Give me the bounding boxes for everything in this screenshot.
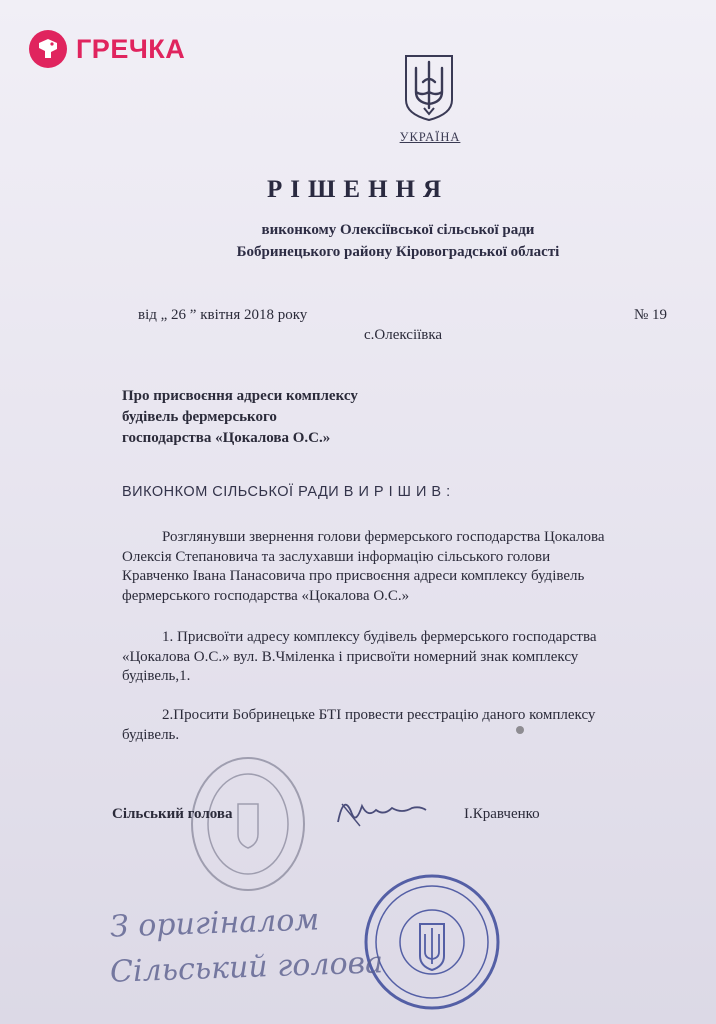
tryzub-icon bbox=[402, 52, 456, 122]
subject-line: будівель фермерського bbox=[122, 409, 277, 425]
decided-heading: ВИКОНКОМ СІЛЬСЬКОЇ РАДИ В И Р І Ш И В : bbox=[122, 484, 451, 500]
document-number: № 19 bbox=[634, 307, 668, 323]
document-subject bbox=[122, 386, 442, 449]
paragraph-line: будівель,1. bbox=[122, 668, 191, 684]
document-title: РІШЕННЯ bbox=[266, 176, 450, 203]
faded-stamp-icon bbox=[188, 754, 308, 894]
org-line-2: Бобринецького району Кіровоградської області bbox=[236, 244, 560, 260]
handwritten-note-line-2: Сільський голова bbox=[109, 945, 384, 990]
grechka-logo-icon bbox=[28, 29, 68, 69]
paragraph-line: Олексія Степановича та заслухавши інформацію сільського голови bbox=[122, 548, 551, 565]
subject-line: господарства «Цокалова О.С.» bbox=[122, 430, 331, 446]
handwritten-note-line-1: З оригіналом bbox=[109, 902, 320, 945]
paragraph-item-1 bbox=[122, 628, 670, 687]
paragraph-line: Кравченко Івана Панасовича про присвоєння адреси комплексу будівель bbox=[122, 568, 585, 584]
paragraph-line: фермерського господарства «Цокалова О.С.» bbox=[122, 587, 410, 604]
paragraph-line: будівель. bbox=[122, 726, 180, 743]
logo-text: ГРЕЧКА bbox=[76, 33, 186, 64]
paragraph-line: Розглянувши звернення голови фермерського господарства Цокалова bbox=[162, 529, 605, 545]
paragraph-line: 1. Присвоїти адресу комплексу будівель фермерського господарства bbox=[162, 629, 597, 645]
document-date: від „ 26 ” квітня 2018 року bbox=[138, 307, 308, 323]
ink-dot bbox=[516, 726, 524, 734]
signature-name: І.Кравченко bbox=[464, 806, 540, 822]
signature-scribble bbox=[330, 784, 430, 834]
paragraph-consideration bbox=[122, 528, 670, 606]
document-place: с.Олексіївка bbox=[364, 327, 443, 343]
paragraph-line: 2.Просити Бобринецьке БТІ провести реєстрацію даного комплексу bbox=[162, 707, 596, 723]
paragraph-line: «Цокалова О.С.» вул. В.Чміленка і присвоїти номерний знак комплексу bbox=[122, 648, 579, 665]
country-label: УКРАЇНА bbox=[399, 130, 461, 144]
official-stamp-icon bbox=[362, 868, 502, 1016]
subject-line: Про присвоєння адреси комплексу bbox=[122, 388, 358, 404]
paragraph-item-2 bbox=[122, 706, 670, 745]
org-line-1: виконкому Олексіївської сільської ради bbox=[261, 222, 535, 238]
signature-role: Сільський голова bbox=[112, 806, 233, 822]
grechka-logo[interactable] bbox=[28, 28, 185, 70]
